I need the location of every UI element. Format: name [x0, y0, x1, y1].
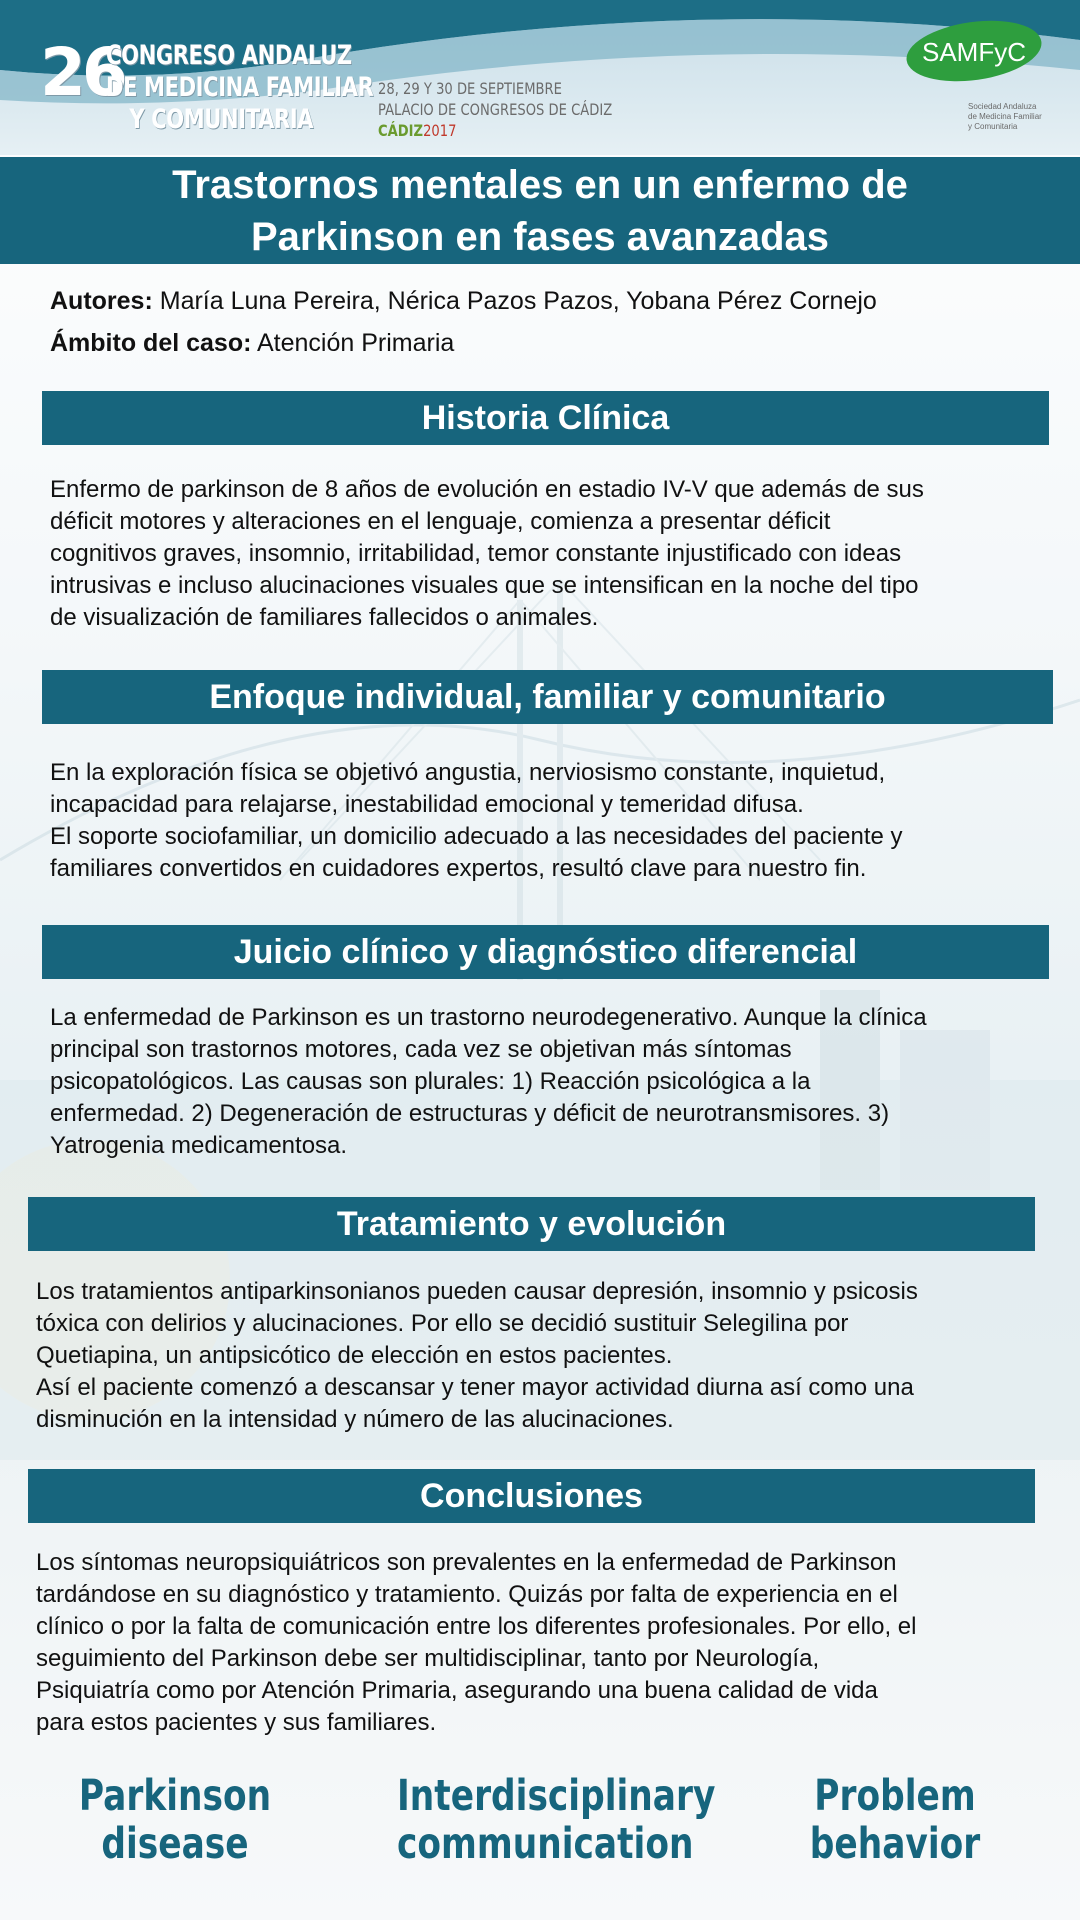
poster-title	[0, 157, 1080, 264]
congress-title	[106, 40, 373, 136]
samfyc-logo	[905, 20, 1043, 82]
scope-label: Ámbito del caso:	[50, 329, 252, 357]
logo-subtitle-line: Sociedad Andaluza	[968, 102, 1037, 111]
congress-title-line: DE MEDICINA FAMILIAR	[106, 72, 374, 103]
section-text-historia-clinica: Enfermo de parkinson de 8 años de evolución en estadio IV-V que además de sus déficit motores y alteraciones en el lenguaje, comienza a presentar déficit cognitivos graves, insomnio, irritabilidad, temor constante injustificado con ideas intrusivas e incluso alucinaciones visuales que se intensifican en la noche del tipo de visualización de familiares fallecidos o animales.	[50, 476, 924, 631]
congress-title-line: CONGRESO ANDALUZ	[106, 40, 352, 71]
section-heading-tratamiento: Tratamiento y evolución	[28, 1197, 1035, 1251]
keyword-line: Problem	[814, 1771, 976, 1821]
congress-title-line: Y COMUNITARIA	[129, 104, 314, 135]
scope-row	[50, 322, 877, 364]
year-text: 2017	[423, 121, 457, 140]
section-heading-historia-clinica: Historia Clínica	[42, 391, 1049, 445]
keyword-problem-behavior	[795, 1772, 995, 1868]
dates-text: 28, 29 Y 30 DE SEPTIEMBRE	[378, 79, 562, 98]
keyword-line: Interdisciplinary	[397, 1771, 716, 1821]
keywords	[0, 1772, 1080, 1882]
keyword-line: disease	[101, 1819, 249, 1869]
section-heading-conclusiones: Conclusiones	[28, 1469, 1035, 1523]
authors-row	[50, 280, 877, 322]
logo-text: SAMFyC	[922, 37, 1026, 67]
congress-number: 26	[40, 34, 124, 111]
title-line: Parkinson en fases avanzadas	[250, 215, 830, 259]
section-heading-enfoque: Enfoque individual, familiar y comunitario	[42, 670, 1053, 724]
keyword-interdisciplinary-communication	[397, 1771, 716, 1869]
congress-dates	[378, 78, 612, 141]
section-text-tratamiento: Los tratamientos antiparkinsonianos pueden causar depresión, insomnio y psicosis tóxica con delirios y alucinaciones. Por ello se decidió sustituir Selegilina por Quetiapina, un antipsicótico de elección en estos pacientes. Así el paciente comenzó a descansar y tener mayor actividad diurna así como una disminución en la intensidad y número de las alucinaciones.	[36, 1278, 918, 1433]
section-text-conclusiones: Los síntomas neuropsiquiátricos son prevalentes en la enfermedad de Parkinson tardándose en su diagnóstico y tratamiento. Quizás por falta de experiencia en el clínico o por la falta de comunicación entre los diferentes profesionales. Por ello, el seguimiento del Parkinson debe ser multidisciplinar, tanto por Neurología, Psiquiatría como por Atención Primaria, asegurando una buena calidad de vida para estos pacientes y sus familiares.	[36, 1549, 917, 1736]
scope-value: Atención Primaria	[257, 329, 455, 357]
logo-subtitle	[968, 102, 1042, 132]
authors-label: Autores:	[50, 287, 153, 315]
section-heading-juicio-clinico: Juicio clínico y diagnóstico diferencial	[42, 925, 1049, 979]
title-line: Trastornos mentales en un enfermo de	[172, 163, 908, 207]
keyword-parkinson-disease	[70, 1772, 280, 1868]
logo-subtitle-line: y Comunitaria	[968, 122, 1018, 131]
venue-text: PALACIO DE CONGRESOS DE CÁDIZ	[378, 100, 613, 119]
keyword-line: communication	[397, 1819, 694, 1869]
keyword-line: Parkinson	[78, 1771, 272, 1821]
congress-header	[0, 0, 1080, 155]
keyword-line: behavior	[809, 1819, 981, 1869]
authors-value: María Luna Pereira, Nérica Pazos Pazos, Yobana Pérez Cornejo	[159, 287, 877, 315]
logo-subtitle-line: de Medicina Familiar	[968, 112, 1042, 121]
city-text: CÁDIZ	[378, 121, 424, 140]
case-meta	[50, 280, 877, 364]
section-text-enfoque: En la exploración física se objetivó angustia, nerviosismo constante, inquietud, incapacidad para relajarse, inestabilidad emocional y temeridad difusa. El soporte sociofamiliar, un domicilio adecuado a las necesidades del paciente y familiares convertidos en cuidadores expertos, resultó clave para nuestro fin.	[50, 759, 903, 882]
section-text-juicio-clinico: La enfermedad de Parkinson es un trastorno neurodegenerativo. Aunque la clínica principal son trastornos motores, cada vez se objetivan más síntomas psicopatológicos. Las causas son plurales: 1) Reacción psicológica a la enfermedad. 2) Degeneración de estructuras y déficit de neurotransmisores. 3) Yatrogenia medicamentosa.	[50, 1004, 927, 1159]
